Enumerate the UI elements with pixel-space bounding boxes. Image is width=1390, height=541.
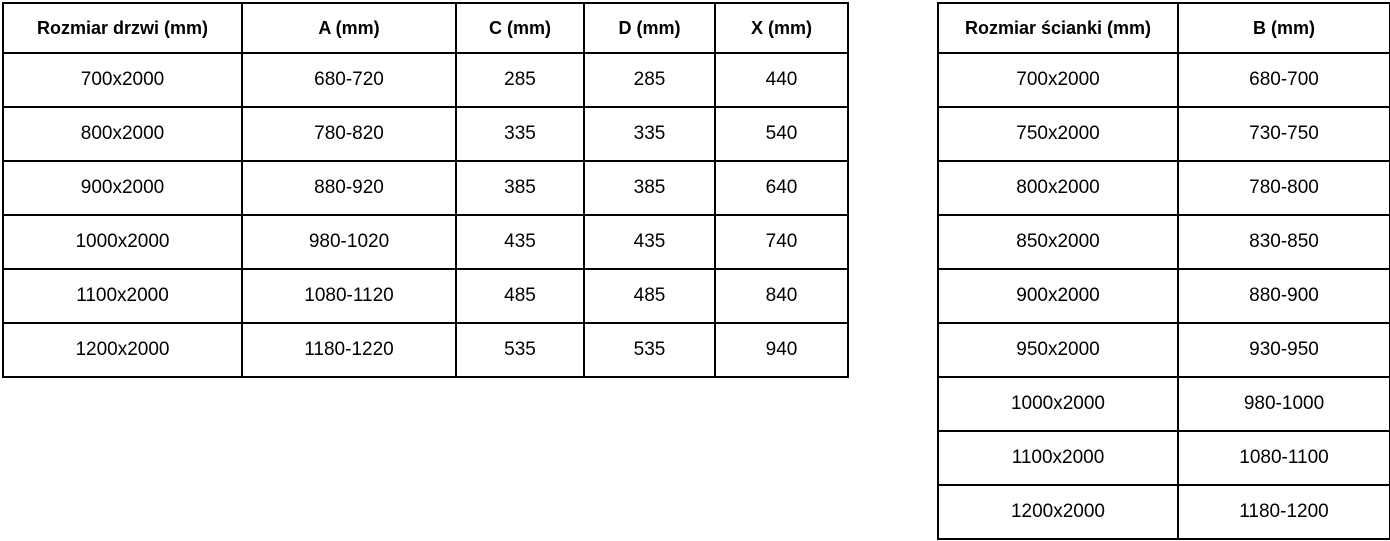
table-cell: 880-920: [242, 161, 456, 215]
table-cell: 1100x2000: [3, 269, 242, 323]
table-cell: 940: [715, 323, 848, 377]
table-cell: 1000x2000: [3, 215, 242, 269]
table-cell: 700x2000: [938, 53, 1178, 107]
table-cell: 730-750: [1178, 107, 1390, 161]
door-dimensions-table: [2, 2, 849, 378]
table-cell: 435: [456, 215, 584, 269]
table-row: [938, 161, 1390, 215]
table-cell: 335: [584, 107, 715, 161]
table-cell: 880-900: [1178, 269, 1390, 323]
table-cell: 1000x2000: [938, 377, 1178, 431]
table-cell: 535: [456, 323, 584, 377]
column-header: C (mm): [456, 3, 584, 53]
table-row: [938, 323, 1390, 377]
table-cell: 680-700: [1178, 53, 1390, 107]
wall-table-header-row: [938, 3, 1390, 53]
door-table-header-row: [3, 3, 848, 53]
column-header: Rozmiar ścianki (mm): [938, 3, 1178, 53]
table-cell: 980-1020: [242, 215, 456, 269]
table-cell: 930-950: [1178, 323, 1390, 377]
table-cell: 435: [584, 215, 715, 269]
table-cell: 830-850: [1178, 215, 1390, 269]
table-cell: 980-1000: [1178, 377, 1390, 431]
table-cell: 1200x2000: [938, 485, 1178, 539]
table-cell: 780-820: [242, 107, 456, 161]
column-header: Rozmiar drzwi (mm): [3, 3, 242, 53]
table-cell: 385: [584, 161, 715, 215]
table-row: [3, 215, 848, 269]
column-header: X (mm): [715, 3, 848, 53]
table-cell: 485: [584, 269, 715, 323]
table-row: [938, 107, 1390, 161]
table-cell: 1080-1100: [1178, 431, 1390, 485]
table-cell: 850x2000: [938, 215, 1178, 269]
table-row: [3, 107, 848, 161]
table-cell: 1100x2000: [938, 431, 1178, 485]
table-cell: 750x2000: [938, 107, 1178, 161]
door-table-body: [3, 53, 848, 377]
table-row: [938, 377, 1390, 431]
table-cell: 485: [456, 269, 584, 323]
table-cell: 900x2000: [3, 161, 242, 215]
table-cell: 640: [715, 161, 848, 215]
column-header: B (mm): [1178, 3, 1390, 53]
table-row: [938, 53, 1390, 107]
table-row: [3, 269, 848, 323]
table-cell: 900x2000: [938, 269, 1178, 323]
table-cell: 700x2000: [3, 53, 242, 107]
table-cell: 840: [715, 269, 848, 323]
table-row: [3, 323, 848, 377]
table-cell: 1180-1200: [1178, 485, 1390, 539]
column-header: A (mm): [242, 3, 456, 53]
table-cell: 1180-1220: [242, 323, 456, 377]
table-cell: 740: [715, 215, 848, 269]
table-cell: 440: [715, 53, 848, 107]
table-row: [938, 215, 1390, 269]
table-row: [3, 161, 848, 215]
table-cell: 680-720: [242, 53, 456, 107]
table-cell: 285: [456, 53, 584, 107]
table-cell: 1080-1120: [242, 269, 456, 323]
table-cell: 780-800: [1178, 161, 1390, 215]
column-header: D (mm): [584, 3, 715, 53]
table-row: [938, 431, 1390, 485]
table-cell: 1200x2000: [3, 323, 242, 377]
table-cell: 385: [456, 161, 584, 215]
table-cell: 285: [584, 53, 715, 107]
table-cell: 535: [584, 323, 715, 377]
table-row: [938, 485, 1390, 539]
wall-table-body: [938, 53, 1390, 539]
table-cell: 800x2000: [3, 107, 242, 161]
table-row: [3, 53, 848, 107]
table-row: [938, 269, 1390, 323]
table-cell: 540: [715, 107, 848, 161]
table-cell: 950x2000: [938, 323, 1178, 377]
table-cell: 800x2000: [938, 161, 1178, 215]
wall-panel-dimensions-table: [937, 2, 1390, 540]
table-cell: 335: [456, 107, 584, 161]
